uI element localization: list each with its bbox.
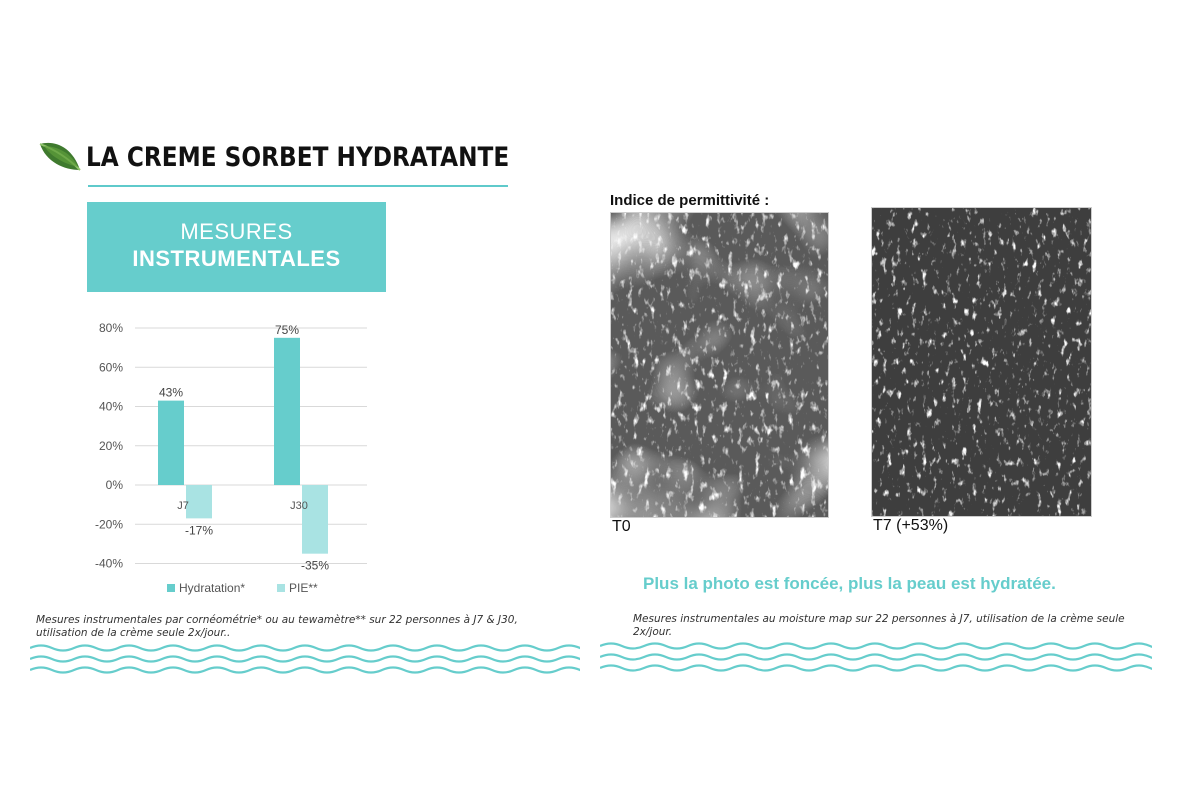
y-tick-label: -40%: [95, 556, 123, 571]
y-tick-label: 20%: [98, 438, 123, 453]
y-tick-label: 0%: [105, 478, 123, 492]
skin-photo-t0: [610, 212, 829, 518]
badge-line-2: INSTRUMENTALES: [132, 246, 341, 271]
wave-decoration-left: [30, 640, 580, 680]
footnote-right: Mesures instrumentales au moisture map sur 22 personnes à J7, utilisation de la crème seule 2x/jour.: [633, 613, 1125, 638]
legend-swatch: [277, 584, 285, 592]
page-title: LA CREME SORBET HYDRATANTE: [86, 142, 510, 173]
data-label: 43%: [158, 385, 184, 400]
tagline: Plus la photo est foncée, plus la peau est hydratée.: [643, 574, 1056, 593]
bar: [186, 485, 212, 518]
bar-chart: [95, 312, 395, 602]
photo-caption-t7: T7 (+53%): [873, 517, 949, 534]
data-label: -17%: [184, 523, 214, 538]
skin-photo-t7: [871, 207, 1092, 517]
permittivity-label: Indice de permittivité :: [610, 192, 770, 209]
photo-caption-t0: T0: [612, 518, 631, 535]
bar: [302, 485, 328, 554]
legend-label: Hydratation*: [179, 581, 246, 595]
legend-label: PIE**: [289, 581, 318, 595]
section-badge: [87, 202, 386, 292]
y-tick-label: -20%: [95, 517, 123, 532]
title-underline: [88, 185, 508, 187]
x-category-label: J30: [290, 500, 308, 512]
x-category-label: J7: [177, 500, 189, 512]
bar: [158, 401, 184, 485]
y-tick-label: 40%: [98, 399, 123, 414]
y-tick-label: 60%: [98, 360, 123, 375]
badge-line-1: MESURES: [180, 219, 293, 244]
y-tick-label: 80%: [98, 321, 123, 335]
wave-decoration-right: [600, 638, 1152, 678]
legend-swatch: [167, 584, 175, 592]
data-label: -35%: [300, 558, 330, 573]
leaf-icon: [38, 140, 82, 174]
data-label: 75%: [274, 322, 300, 337]
title-bar: [38, 140, 508, 190]
bar: [274, 338, 300, 485]
footnote-left: Mesures instrumentales par cornéométrie* ou au tewamètre** sur 22 personnes à J7 & J30, utilisation de la crème seule 2x/jour..: [36, 614, 518, 639]
